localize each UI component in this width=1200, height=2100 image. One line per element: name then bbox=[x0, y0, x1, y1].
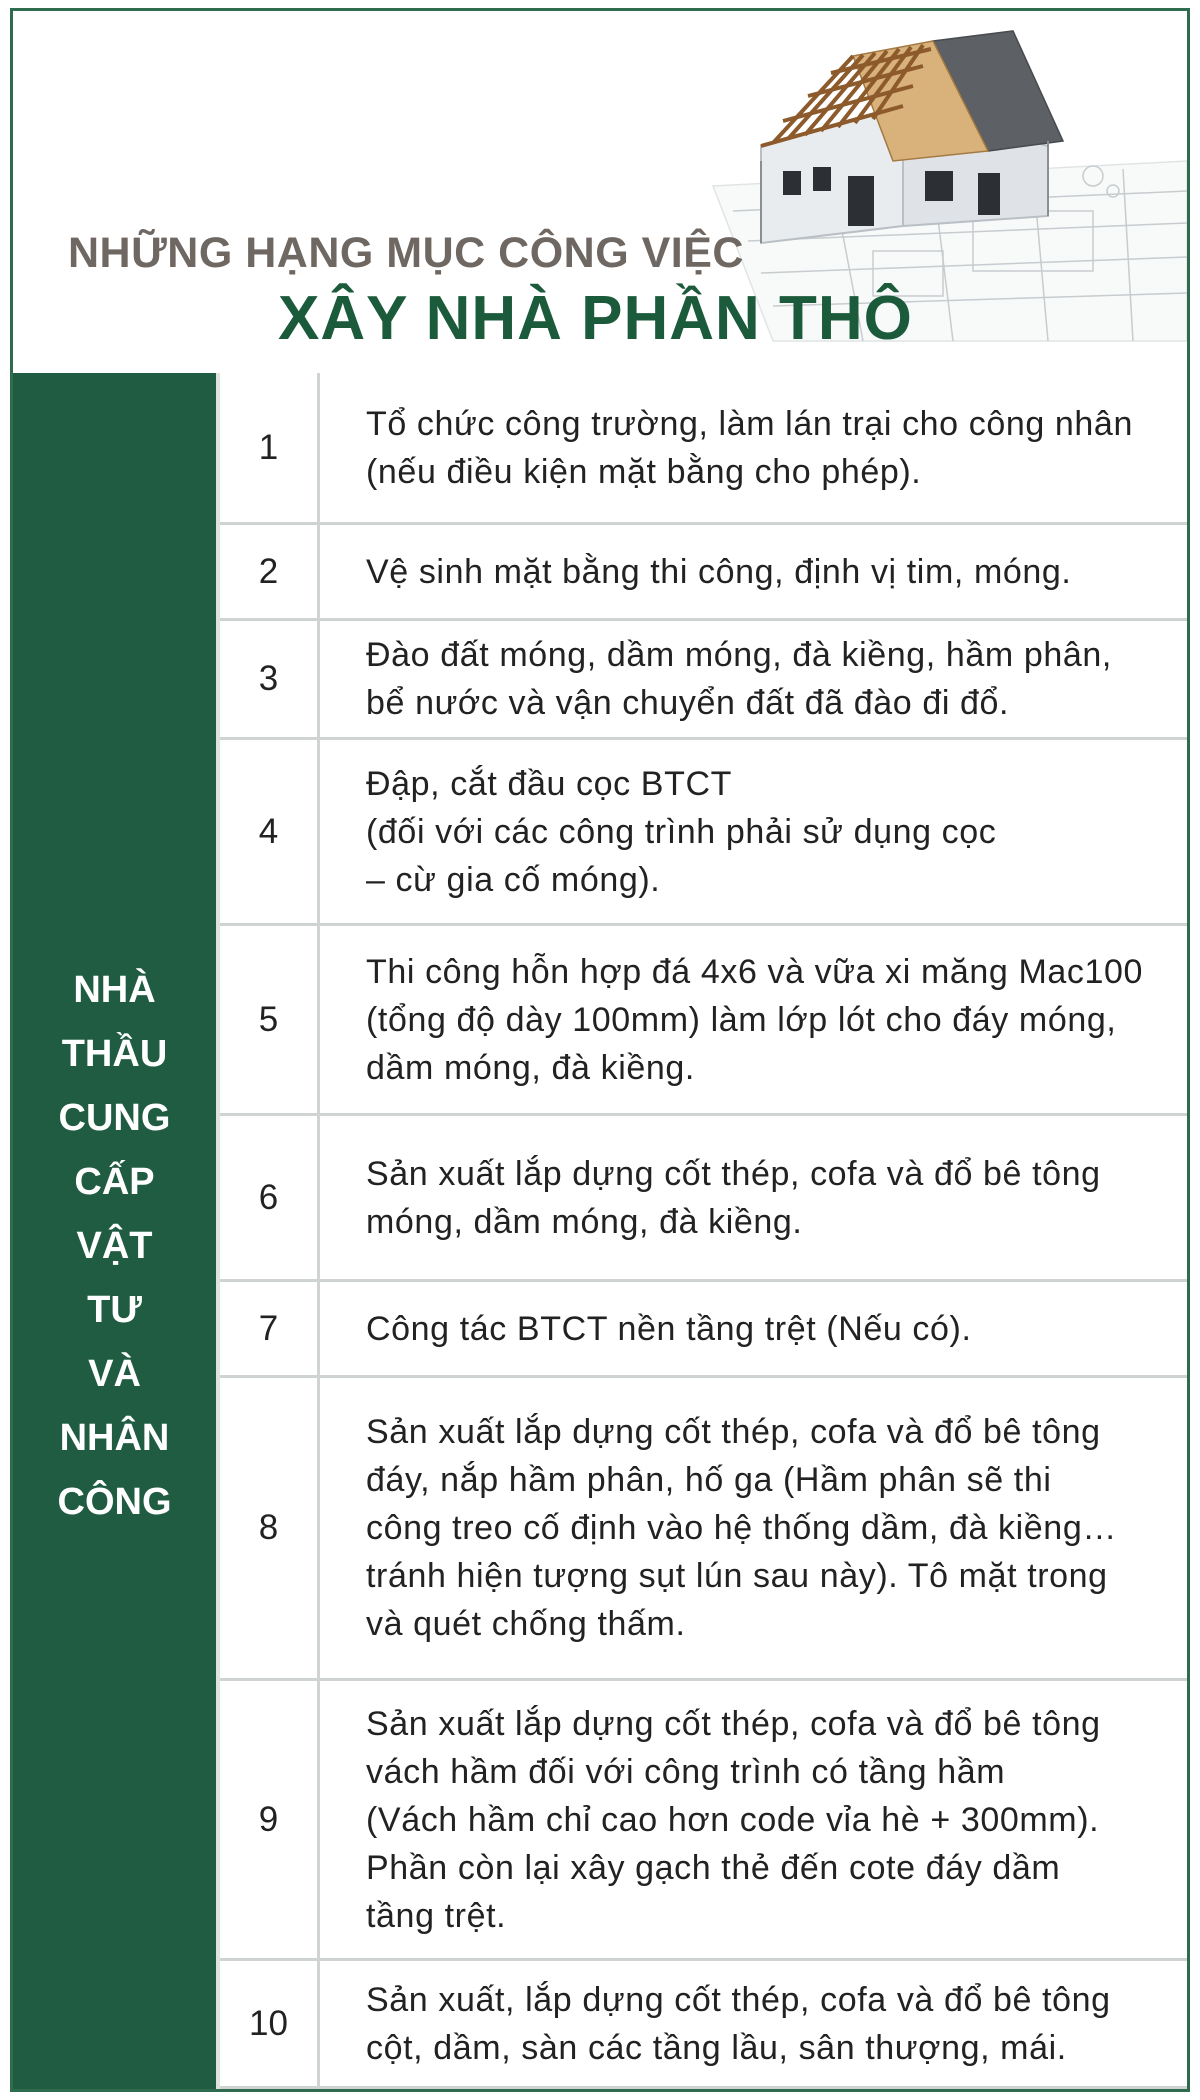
infographic-page bbox=[10, 8, 1190, 2092]
table-row bbox=[220, 1116, 1187, 1282]
row-number: 8 bbox=[220, 1378, 320, 1678]
row-description: Sản xuất, lắp dựng cốt thép, cofa và đổ bê tông cột, dầm, sàn các tầng lầu, sân thượng, mái. bbox=[366, 1980, 1111, 2067]
side-label-line: CÔNG bbox=[57, 1481, 172, 1523]
row-description: Công tác BTCT nền tầng trệt (Nếu có). bbox=[366, 1309, 972, 1348]
title-line-1: NHỮNG HẠNG MỤC CÔNG VIỆC bbox=[68, 229, 744, 277]
title-line-2: XÂY NHÀ PHẦN THÔ bbox=[278, 284, 913, 353]
row-number: 6 bbox=[220, 1116, 320, 1279]
work-items-table bbox=[13, 373, 1187, 2089]
side-label bbox=[13, 958, 216, 1534]
row-description: Sản xuất lắp dựng cốt thép, cofa và đổ bê tông vách hầm đối với công trình có tầng hầm (Vách hầm chỉ cao hơn code vỉa hè + 300mm). Phần còn lại xây gạch thẻ đến cote đáy dầm tầng trệt. bbox=[366, 1704, 1101, 1935]
table-row bbox=[220, 740, 1187, 926]
row-number: 2 bbox=[220, 525, 320, 618]
row-description: Đào đất móng, dầm móng, đà kiềng, hầm phân, bể nước và vận chuyển đất đã đào đi đổ. bbox=[366, 636, 1112, 722]
side-label-line: CUNG bbox=[58, 1097, 171, 1139]
side-label-line: TƯ bbox=[87, 1289, 142, 1331]
table-row bbox=[220, 1282, 1187, 1378]
table-row bbox=[220, 1961, 1187, 2089]
table-row bbox=[220, 1378, 1187, 1681]
side-label-line: NHÂN bbox=[59, 1417, 170, 1459]
row-description: Tổ chức công trường, làm lán trại cho công nhân (nếu điều kiện mặt bằng cho phép). bbox=[366, 404, 1133, 491]
table-row bbox=[220, 525, 1187, 621]
row-number: 7 bbox=[220, 1282, 320, 1375]
row-number: 4 bbox=[220, 740, 320, 923]
row-number: 10 bbox=[220, 1961, 320, 2086]
row-number: 3 bbox=[220, 621, 320, 737]
row-description: Đập, cắt đầu cọc BTCT (đối với các công trình phải sử dụng cọc – cừ gia cố móng). bbox=[366, 764, 997, 899]
row-description: Sản xuất lắp dựng cốt thép, cofa và đổ bê tông móng, dầm móng, đà kiềng. bbox=[366, 1154, 1101, 1241]
table-row bbox=[220, 621, 1187, 740]
row-description: Vệ sinh mặt bằng thi công, định vị tim, móng. bbox=[366, 552, 1072, 591]
row-number: 1 bbox=[220, 373, 320, 522]
side-label-line: NHÀ bbox=[73, 969, 156, 1011]
row-description: Thi công hỗn hợp đá 4x6 và vữa xi măng Mac100 (tổng độ dày 100mm) làm lớp lót cho đáy móng, dầm móng, đà kiềng. bbox=[366, 952, 1144, 1087]
side-label-column bbox=[13, 373, 220, 2089]
row-description: Sản xuất lắp dựng cốt thép, cofa và đổ bê tông đáy, nắp hầm phân, hố ga (Hầm phân sẽ thi công treo cố định vào hệ thống dầm, đà kiềng… tránh hiện tượng sụt lún sau này). Tô mặt trong và quét chống thấm. bbox=[366, 1413, 1117, 1643]
row-number: 5 bbox=[220, 926, 320, 1113]
side-label-line: VẬT bbox=[76, 1225, 153, 1267]
table-row bbox=[220, 373, 1187, 525]
side-label-line: CẤP bbox=[74, 1161, 155, 1203]
table-row bbox=[220, 926, 1187, 1116]
side-label-line: VÀ bbox=[88, 1353, 141, 1395]
side-label-line: THẦU bbox=[61, 1033, 168, 1075]
table-row bbox=[220, 1681, 1187, 1961]
header-banner bbox=[13, 11, 1187, 371]
row-number: 9 bbox=[220, 1681, 320, 1958]
